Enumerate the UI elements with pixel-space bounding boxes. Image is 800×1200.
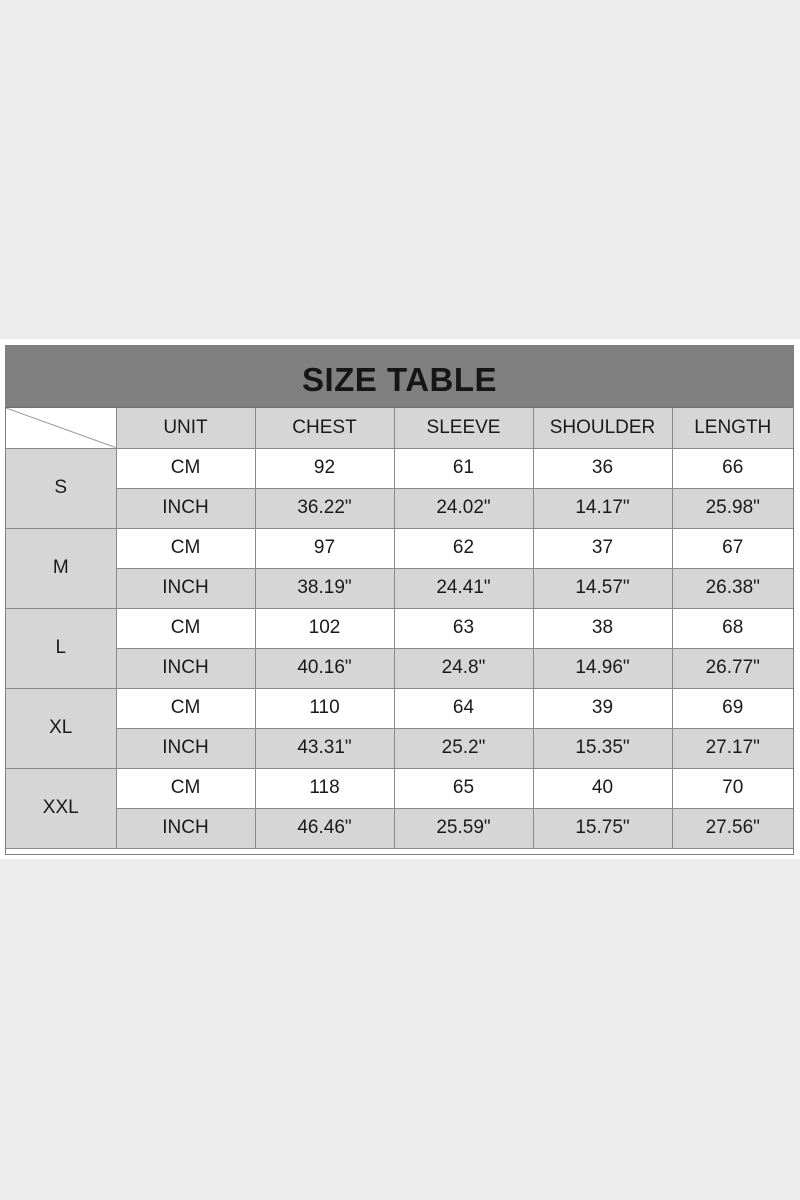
size-label: S — [6, 448, 116, 528]
sleeve-cell: 24.41" — [394, 568, 533, 608]
unit-cell: CM — [116, 528, 255, 568]
header-unit: UNIT — [116, 408, 255, 448]
size-table — [6, 408, 793, 849]
table-row — [6, 488, 793, 528]
sleeve-cell: 64 — [394, 688, 533, 728]
header-row — [6, 408, 793, 448]
corner-cell — [6, 408, 116, 448]
header-chest: CHEST — [255, 408, 394, 448]
size-label: L — [6, 608, 116, 688]
table-row — [6, 768, 793, 808]
size-label: XXL — [6, 768, 116, 848]
table-row — [6, 448, 793, 488]
table-row — [6, 528, 793, 568]
sleeve-cell: 25.2" — [394, 728, 533, 768]
chest-cell: 97 — [255, 528, 394, 568]
chest-cell: 118 — [255, 768, 394, 808]
size-label: M — [6, 528, 116, 608]
shoulder-cell: 15.35" — [533, 728, 672, 768]
sleeve-cell: 24.8" — [394, 648, 533, 688]
size-label: XL — [6, 688, 116, 768]
shoulder-cell: 14.17" — [533, 488, 672, 528]
shoulder-cell: 39 — [533, 688, 672, 728]
shoulder-cell: 14.96" — [533, 648, 672, 688]
size-table-title: SIZE TABLE — [301, 360, 498, 398]
sleeve-cell: 61 — [394, 448, 533, 488]
chest-cell: 38.19" — [255, 568, 394, 608]
length-cell: 27.17" — [672, 728, 793, 768]
sleeve-cell: 65 — [394, 768, 533, 808]
chest-cell: 36.22" — [255, 488, 394, 528]
length-cell: 26.77" — [672, 648, 793, 688]
chest-cell: 102 — [255, 608, 394, 648]
table-row — [6, 568, 793, 608]
unit-cell: CM — [116, 688, 255, 728]
unit-cell: CM — [116, 768, 255, 808]
sleeve-cell: 24.02" — [394, 488, 533, 528]
header-sleeve: SLEEVE — [394, 408, 533, 448]
header-length: LENGTH — [672, 408, 793, 448]
chest-cell: 46.46" — [255, 808, 394, 848]
table-row — [6, 608, 793, 648]
chest-cell: 92 — [255, 448, 394, 488]
length-cell: 25.98" — [672, 488, 793, 528]
size-chart-card — [0, 339, 800, 859]
length-cell: 26.38" — [672, 568, 793, 608]
sleeve-cell: 63 — [394, 608, 533, 648]
unit-cell: INCH — [116, 488, 255, 528]
table-row — [6, 648, 793, 688]
header-shoulder: SHOULDER — [533, 408, 672, 448]
sleeve-cell: 62 — [394, 528, 533, 568]
chest-cell: 110 — [255, 688, 394, 728]
sleeve-cell: 25.59" — [394, 808, 533, 848]
shoulder-cell: 36 — [533, 448, 672, 488]
shoulder-cell: 40 — [533, 768, 672, 808]
title-bar — [6, 346, 793, 408]
unit-cell: INCH — [116, 728, 255, 768]
length-cell: 70 — [672, 768, 793, 808]
table-row — [6, 808, 793, 848]
table-row — [6, 728, 793, 768]
unit-cell: CM — [116, 608, 255, 648]
chest-cell: 43.31" — [255, 728, 394, 768]
length-cell: 66 — [672, 448, 793, 488]
unit-cell: INCH — [116, 568, 255, 608]
diagonal-divider — [6, 408, 116, 448]
shoulder-cell: 14.57" — [533, 568, 672, 608]
chest-cell: 40.16" — [255, 648, 394, 688]
unit-cell: INCH — [116, 808, 255, 848]
unit-cell: INCH — [116, 648, 255, 688]
shoulder-cell: 37 — [533, 528, 672, 568]
length-cell: 69 — [672, 688, 793, 728]
length-cell: 27.56" — [672, 808, 793, 848]
unit-cell: CM — [116, 448, 255, 488]
length-cell: 68 — [672, 608, 793, 648]
shoulder-cell: 38 — [533, 608, 672, 648]
size-table-container — [5, 345, 794, 855]
length-cell: 67 — [672, 528, 793, 568]
table-row — [6, 688, 793, 728]
shoulder-cell: 15.75" — [533, 808, 672, 848]
